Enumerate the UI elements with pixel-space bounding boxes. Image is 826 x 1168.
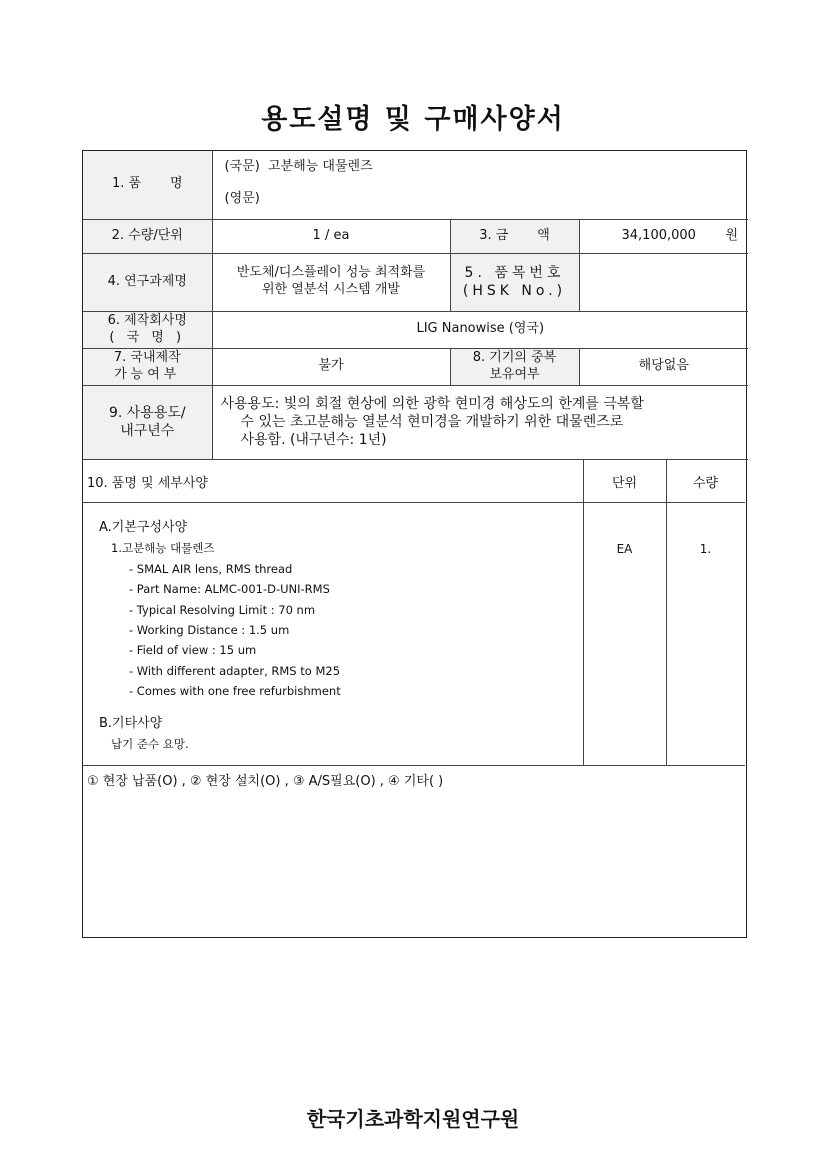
domestic-label-line2: 가능여부 (114, 366, 181, 382)
row-item-name (83, 151, 748, 219)
duplicate-label-line1: 8. 기기의 중복 (472, 349, 557, 365)
row-qty-amount (83, 219, 748, 253)
row-maker (83, 311, 748, 348)
spec-qty-header: 수량 (692, 476, 719, 491)
spec-form (82, 150, 747, 938)
usage-line-1: 사용용도: 빛의 회절 현상에 의한 광학 현미경 해상도의 한계를 극복할 (220, 395, 644, 412)
spec-unit-value: EA (616, 542, 633, 556)
hsk-value (579, 253, 748, 311)
maker-label-line1: 6. 제작회사명 (107, 312, 187, 328)
row-domestic (83, 348, 748, 385)
usage-line-3: 사용함. (내구년수: 1년) (240, 432, 387, 449)
institution-name: 한국기초과학지원연구원 (306, 1107, 520, 1131)
amount-label: 3. 금 액 (450, 219, 579, 253)
spec-qty-value: 1. (699, 542, 712, 556)
spec-unit-header: 단위 (611, 476, 638, 491)
item-name-kr: (국문) 고분해능 대물렌즈 (224, 158, 373, 174)
delivery-note: 납기 준수 요망. (111, 737, 189, 752)
usage-label-line2: 내구년수 (120, 423, 175, 439)
detail-line: - Typical Resolving Limit : 70 nm (129, 602, 316, 617)
hsk-label: 5. 품목번호 (HSK No.) (450, 253, 579, 311)
maker-label (83, 311, 212, 348)
maker-value: LIG Nanowise (영국) (212, 311, 748, 348)
detail-line: - Comes with one free refurbishment (129, 684, 341, 699)
item-name-en: (영문) (224, 190, 260, 206)
qty-value: 1 / ea (212, 219, 450, 253)
detail-line: - SMAL AIR lens, RMS thread (129, 561, 293, 576)
project-value: 반도체/디스플레이 성능 최적화를 위한 열분석 시스템 개발 (212, 253, 450, 311)
detail-line: - Working Distance : 1.5 um (129, 623, 290, 638)
qty-label: 2. 수량/단위 (83, 219, 212, 253)
spec-section (83, 459, 745, 765)
service-options: ① 현장 납품(O) , ② 현장 설치(O) , ③ A/S필요(O) , ④ 기타( ) (83, 765, 745, 793)
usage-value (212, 385, 748, 459)
spec-body (99, 518, 341, 754)
spec-divider-1 (583, 460, 584, 766)
amount-value: 34,100,000 (621, 227, 696, 243)
usage-line-2: 수 있는 초고분해능 열분석 현미경을 개발하기 위한 대물렌즈로 (240, 413, 624, 430)
item-name-value (212, 151, 748, 219)
duplicate-label (450, 348, 579, 385)
duplicate-value: 해당없음 (579, 348, 748, 385)
spec-header-line (83, 502, 745, 503)
duplicate-label-line2: 보유여부 (489, 366, 540, 382)
amount-cell (579, 219, 748, 253)
amount-unit: 원 (725, 227, 739, 243)
domestic-value: 불가 (212, 348, 450, 385)
item-1: 1.고분해능 대물렌즈 (111, 541, 215, 556)
section-a-title: A.기본구성사양 (99, 520, 188, 535)
row-project (83, 253, 748, 311)
info-table (83, 151, 748, 460)
maker-label-line2: ( 국 명 ) (109, 329, 186, 345)
usage-label (83, 385, 212, 459)
spec-header-label: 10. 품명 및 세부사양 (87, 476, 208, 491)
spec-divider-2 (666, 460, 667, 766)
domestic-label-line1: 7. 국내제작 (113, 349, 181, 365)
usage-label-line1: 9. 사용용도/ (108, 404, 186, 421)
detail-line: - Field of view : 15 um (129, 643, 257, 658)
project-label: 4. 연구과제명 (83, 253, 212, 311)
item-name-label: 1. 품 명 (83, 151, 212, 219)
document-title: 용도설명 및 구매사양서 (261, 104, 565, 135)
detail-line: - Part Name: ALMC-001-D-UNI-RMS (129, 582, 330, 597)
detail-line: - With different adapter, RMS to M25 (129, 663, 341, 678)
section-b-title: B.기타사양 (99, 715, 163, 731)
row-usage (83, 385, 748, 459)
domestic-label (83, 348, 212, 385)
